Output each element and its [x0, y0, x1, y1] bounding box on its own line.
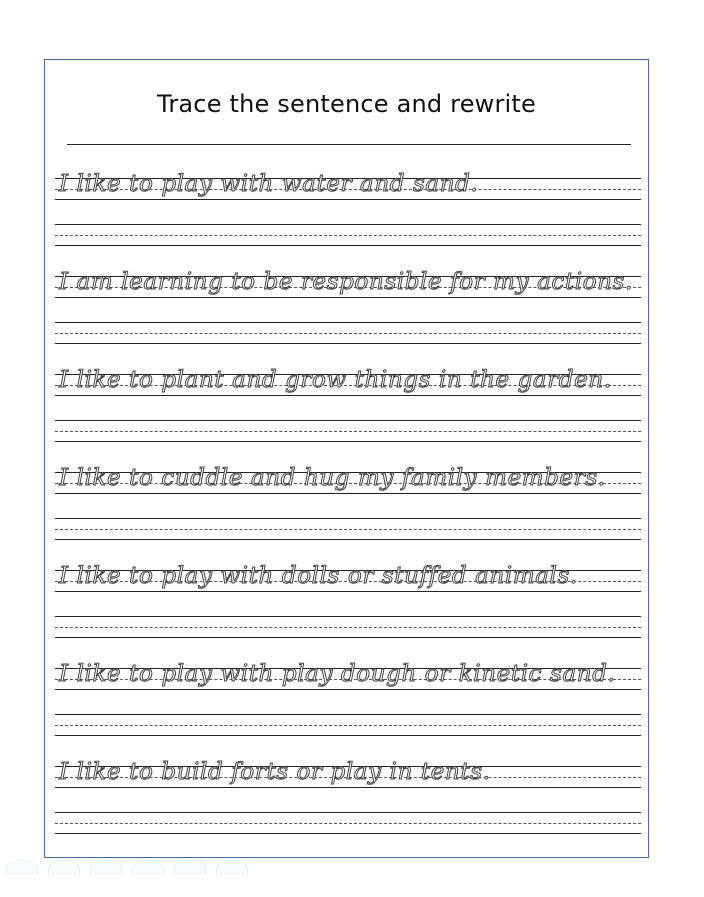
indicator-dot: [90, 860, 122, 875]
midline-dashed: [55, 529, 641, 530]
midline-dashed: [55, 235, 641, 236]
tracing-row: [55, 266, 641, 346]
tracing-row: [55, 168, 641, 248]
indicator-dot: [132, 860, 164, 875]
indicator-dot: [174, 860, 206, 875]
guide-line: [55, 199, 641, 200]
trace-sentence: I like to cuddle and hug my family members.: [59, 465, 606, 491]
tracing-row: [55, 756, 641, 836]
guide-line: [55, 591, 641, 592]
guide-line: [55, 297, 641, 298]
trace-sentence: I like to play with dolls or stuffed animals.: [59, 563, 578, 589]
trace-sentence: I like to play with play dough or kinetic sand.: [59, 661, 616, 687]
trace-sentence: I like to plant and grow things in the garden.: [59, 367, 612, 393]
guide-line: [55, 787, 641, 788]
indicator-dot: [216, 860, 248, 875]
tracing-row: [55, 462, 641, 542]
guide-line: [55, 637, 641, 638]
midline-dashed: [55, 627, 641, 628]
guide-line: [55, 714, 641, 715]
guide-line: [55, 441, 641, 442]
guide-line: [55, 518, 641, 519]
guide-line: [55, 224, 641, 225]
indicator-dot: [48, 860, 80, 875]
midline-dashed: [55, 823, 641, 824]
guide-line: [55, 812, 641, 813]
guide-line: [55, 616, 641, 617]
page-scroll-indicators: [6, 860, 248, 875]
guide-line: [55, 735, 641, 736]
tracing-row: [55, 658, 641, 738]
guide-line: [55, 420, 641, 421]
trace-sentence: I like to play with water and sand.: [59, 171, 479, 197]
midline-dashed: [55, 333, 641, 334]
guide-line: [55, 689, 641, 690]
indicator-dot: [6, 860, 38, 875]
tracing-row: [55, 560, 641, 640]
midline-dashed: [55, 431, 641, 432]
guide-line: [55, 245, 641, 246]
guide-line: [55, 395, 641, 396]
guide-line: [55, 322, 641, 323]
guide-line: [55, 493, 641, 494]
worksheet-page: [44, 59, 649, 858]
midline-dashed: [55, 725, 641, 726]
trace-sentence: I am learning to be responsible for my actions.: [59, 269, 633, 295]
tracing-row: [55, 364, 641, 444]
guide-line: [55, 833, 641, 834]
trace-sentence: I like to build forts or play in tents.: [59, 759, 491, 785]
title-divider: [67, 144, 631, 145]
worksheet-title: Trace the sentence and rewrite: [157, 90, 536, 118]
guide-line: [55, 343, 641, 344]
guide-line: [55, 539, 641, 540]
